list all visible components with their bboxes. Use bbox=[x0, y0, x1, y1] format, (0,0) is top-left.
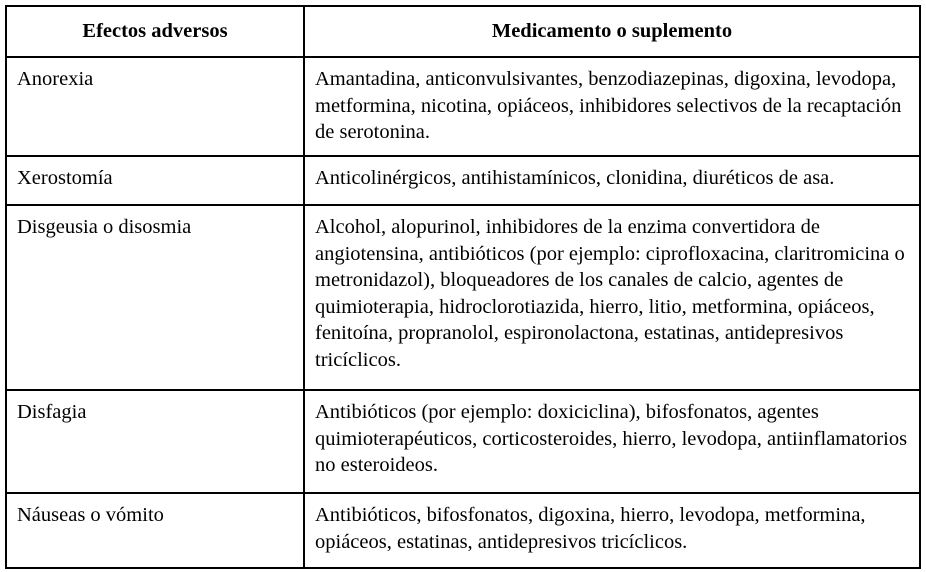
header-effects: Efectos adversos bbox=[6, 6, 304, 57]
header-drugs: Medicamento o suplemento bbox=[304, 6, 920, 57]
table-row bbox=[6, 493, 920, 568]
adverse-effects-table bbox=[5, 5, 921, 569]
drugs-cell: Anticolinérgicos, antihistamínicos, clonidina, diuréticos de asa. bbox=[304, 156, 920, 205]
table-row bbox=[6, 156, 920, 205]
effect-cell: Xerostomía bbox=[6, 156, 304, 205]
drugs-cell: Antibióticos (por ejemplo: doxiciclina), bifosfonatos, agentes quimioterapéuticos, corticosteroides, hierro, levodopa, antiinflamatorios no esteroideos. bbox=[304, 390, 920, 493]
drugs-cell: Antibióticos, bifosfonatos, digoxina, hierro, levodopa, metformina, opiáceos, estatinas, antidepresivos tricíclicos. bbox=[304, 493, 920, 568]
effect-cell: Disgeusia o disosmia bbox=[6, 205, 304, 390]
drugs-cell: Alcohol, alopurinol, inhibidores de la enzima convertidora de angiotensina, antibióticos (por ejemplo: ciprofloxacina, claritromicina o metronidazol), bloqueadores de los canales de calcio, agentes de quimioterapia, hidroclorotiazida, hierro, litio, metformina, opiáceos, fenitoína, propranolol, espironolactona, estatinas, antidepresivos tricíclicos. bbox=[304, 205, 920, 390]
table-header-row bbox=[6, 6, 920, 57]
table-row bbox=[6, 57, 920, 156]
effect-cell: Anorexia bbox=[6, 57, 304, 156]
table-row bbox=[6, 390, 920, 493]
drugs-cell: Amantadina, anticonvulsivantes, benzodiazepinas, digoxina, levodopa, metformina, nicotina, opiáceos, inhibidores selectivos de la recaptación de serotonina. bbox=[304, 57, 920, 156]
effect-cell: Náuseas o vómito bbox=[6, 493, 304, 568]
table-row bbox=[6, 205, 920, 390]
effect-cell: Disfagia bbox=[6, 390, 304, 493]
